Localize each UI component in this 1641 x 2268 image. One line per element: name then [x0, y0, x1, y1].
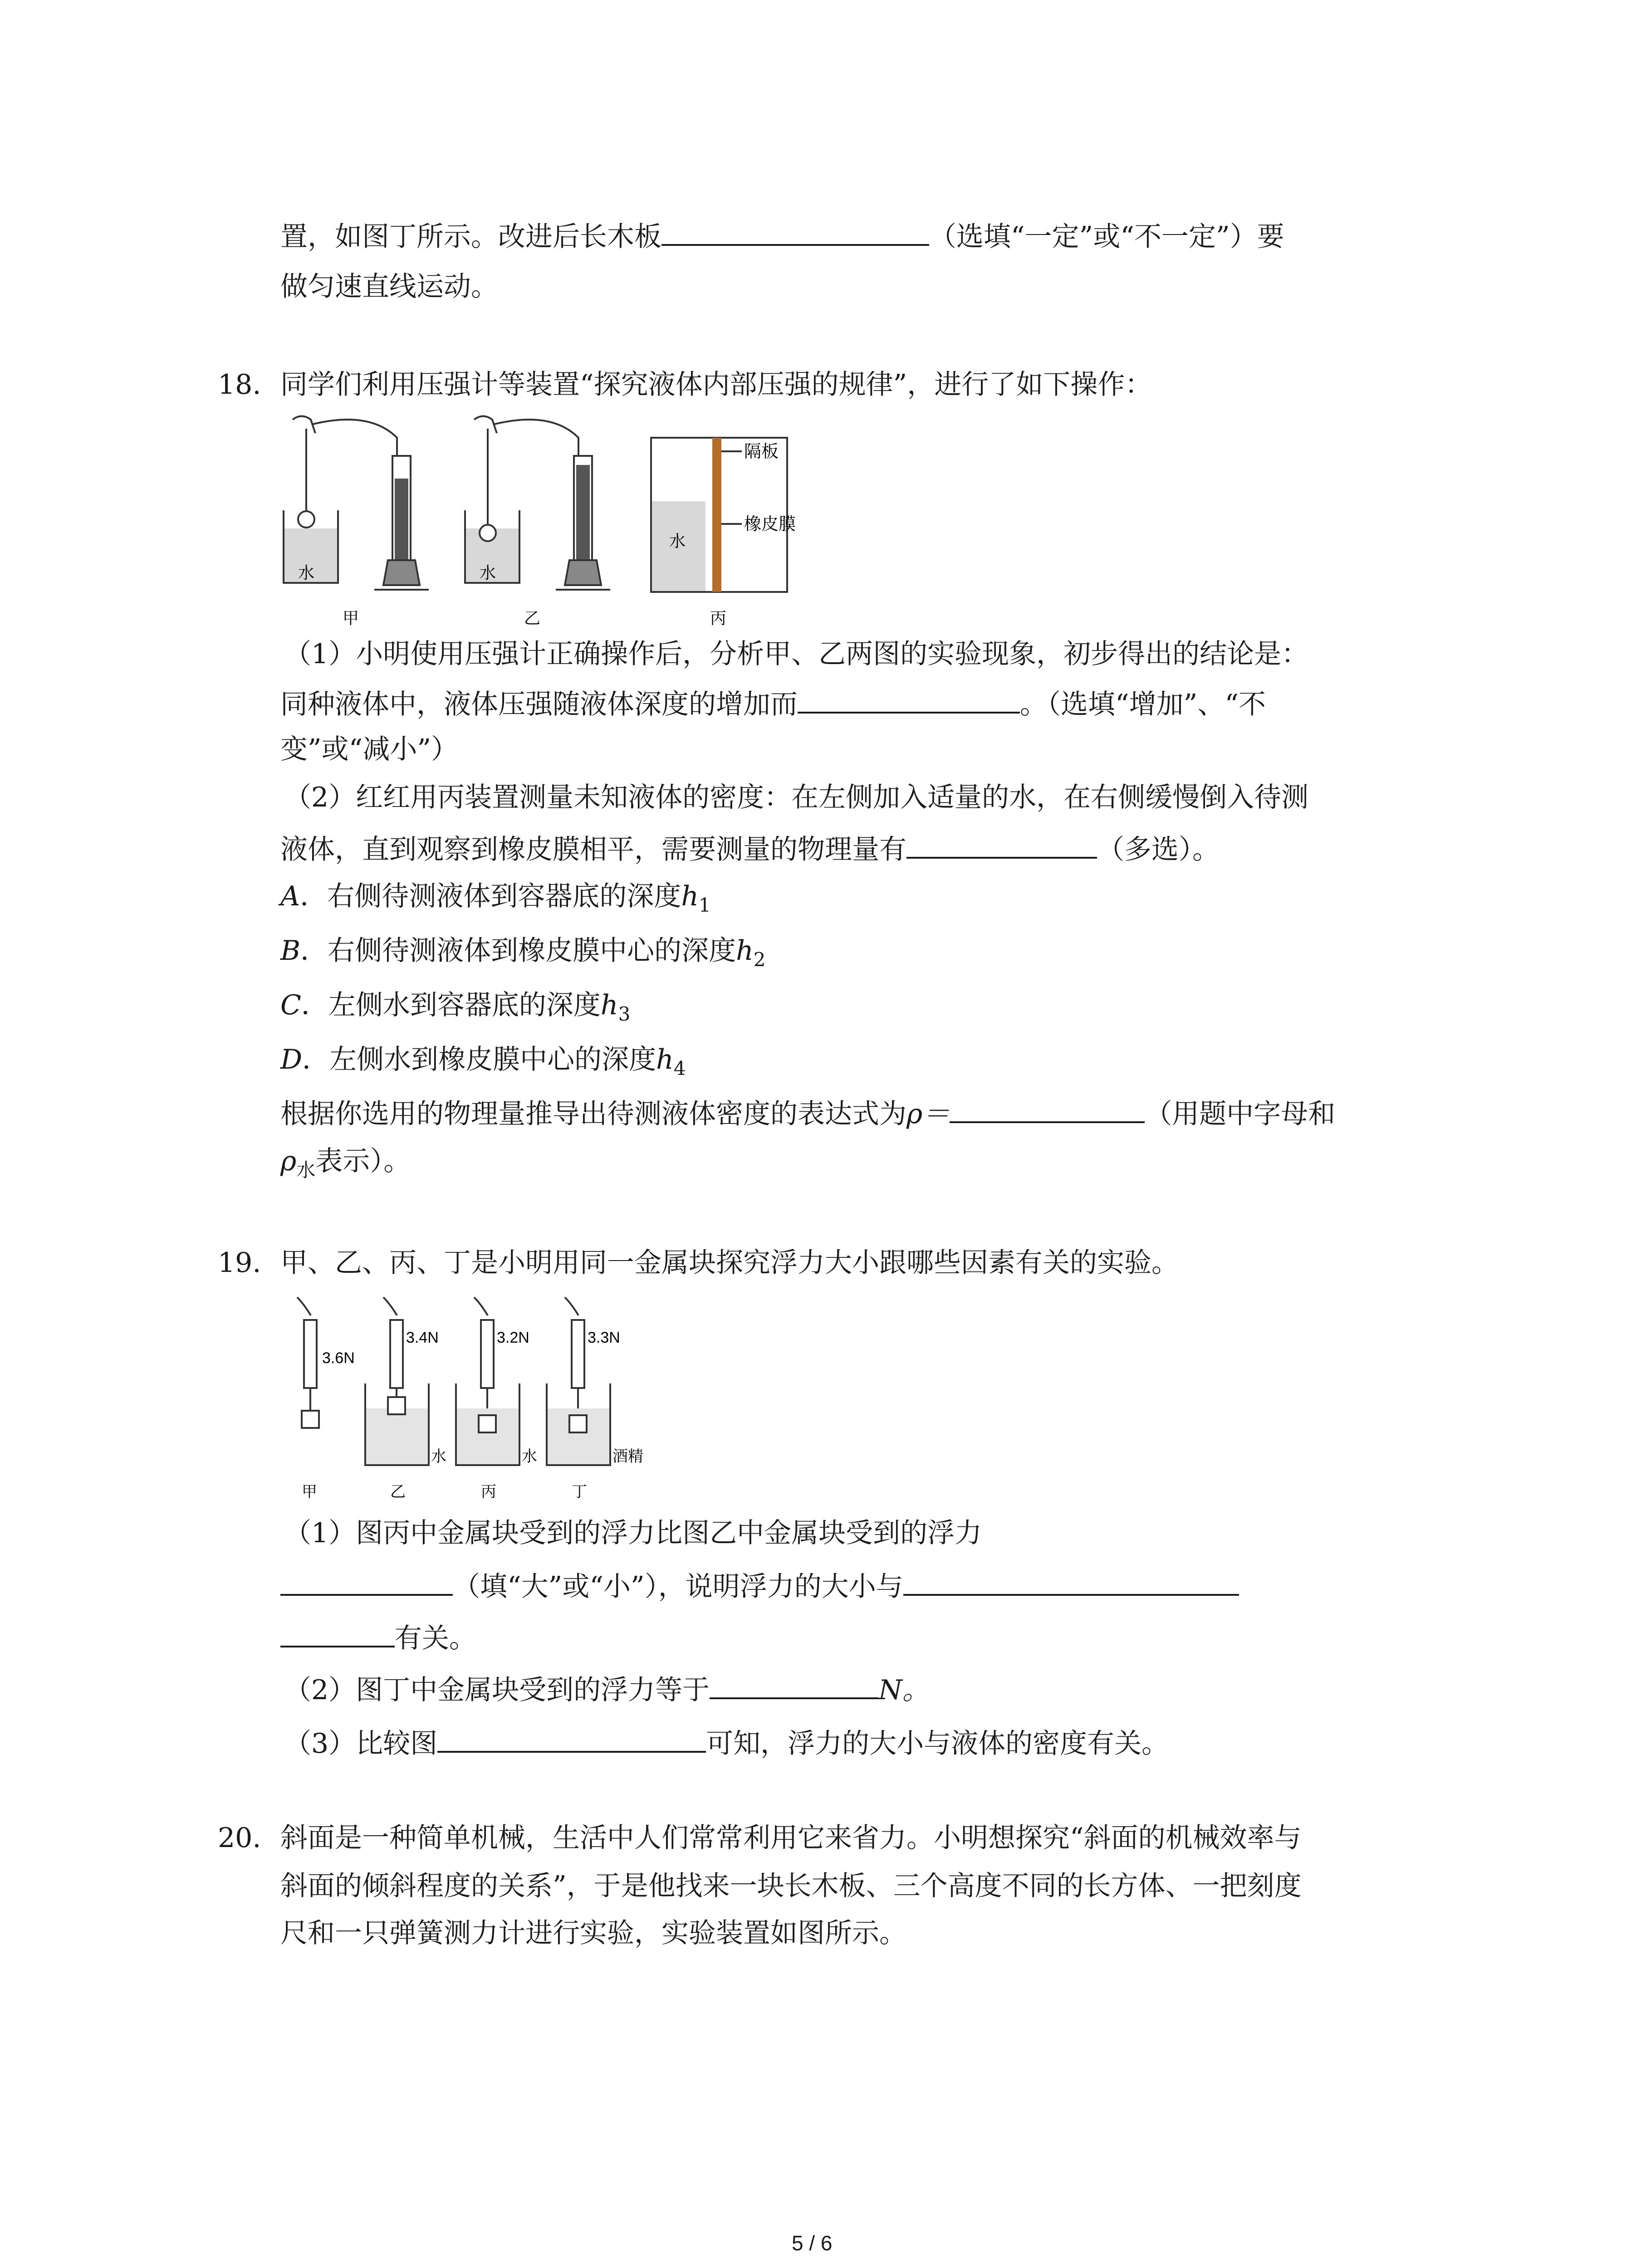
option-b[interactable]: B．右侧待测液体到橡皮膜中心的深度$h_2$ [280, 935, 766, 971]
text-line: （2）红红用丙装置测量未知液体的密度：在左侧加入适量的水，在右侧缓慢倒入待测 [284, 782, 1309, 813]
text-segment: （选填“一定”或“不一定”）要 [929, 221, 1284, 253]
question-stem: 斜面是一种简单机械，生活中人们常常利用它来省力。小明想探究“斜面的机械效率与 [280, 1822, 1302, 1854]
text-segment: 根据你选用的物理量推导出待测液体密度的表达式为 [280, 1098, 906, 1130]
option-letter: A [280, 880, 300, 912]
text-line [280, 1094, 1335, 1132]
text-line [284, 1724, 1169, 1762]
reading-label: 3.2N [497, 1329, 529, 1346]
text-segment: （2）图丁中金属块受到的浮力等于 [284, 1674, 710, 1706]
reading-label: 3.4N [406, 1329, 439, 1346]
subscript: 水 [296, 1159, 316, 1181]
question-number: 20. [218, 1822, 261, 1854]
text-line [280, 1618, 476, 1657]
answer-blank[interactable] [437, 1724, 706, 1753]
option-letter: D [280, 1044, 303, 1075]
text-segment: 有关。 [395, 1623, 476, 1654]
text-line: 变”或“减小”） [280, 733, 459, 765]
pressure-gauge-diagram [279, 411, 869, 637]
option-text: 左侧水到容器底的深度 [328, 989, 601, 1021]
text-segment: 。（选填“增加”、“不 [1020, 689, 1266, 720]
answer-blank[interactable] [950, 1094, 1145, 1123]
option-d[interactable]: D．左侧水到橡皮膜中心的深度$h_4$ [280, 1044, 686, 1080]
text-segment: （用题中字母和 [1145, 1098, 1336, 1130]
question-number: 18. [218, 369, 261, 401]
text-line: 尺和一只弹簧测力计进行实验，实验装置如图所示。 [280, 1917, 906, 1949]
subscript: 3 [618, 1003, 631, 1025]
option-letter: C [280, 989, 301, 1021]
symbol: N。 [878, 1674, 930, 1706]
water-label: 水 [298, 563, 315, 582]
subscript: 1 [699, 894, 711, 916]
answer-blank[interactable] [798, 684, 1020, 714]
water-label: 水 [480, 563, 496, 582]
option-text: 右侧待测液体到橡皮膜中心的深度 [328, 935, 736, 967]
subscript: 4 [673, 1057, 686, 1080]
text-segment: 置，如图丁所示。改进后长木板 [280, 221, 661, 253]
text-line: 斜面的倾斜程度的关系”，于是他找来一块长木板、三个高度不同的长方体、一把刻度 [280, 1870, 1302, 1902]
option-c[interactable]: C．左侧水到容器底的深度$h_3$ [280, 989, 631, 1025]
question-number: 19. [218, 1247, 261, 1279]
liquid-label: 酒精 [612, 1448, 643, 1465]
text-line [284, 1670, 930, 1708]
text-segment: 液体，直到观察到橡皮膜相平，需要测量的物理量有 [280, 834, 906, 865]
buoyancy-figure [279, 1293, 687, 1510]
symbol: ρ＝ [906, 1098, 950, 1130]
reading-label: 3.3N [588, 1329, 620, 1346]
answer-blank[interactable] [710, 1670, 878, 1699]
figure-caption: 乙 [524, 609, 541, 627]
text-line [280, 684, 1266, 723]
text-segment: （填“大”或“小”），说明浮力的大小与 [453, 1571, 903, 1603]
page-number: 5 / 6 [792, 2231, 833, 2255]
figure-caption: 丁 [572, 1483, 587, 1501]
text-segment: 表示）。 [315, 1145, 411, 1177]
text-line [280, 217, 1284, 255]
pressure-gauge-figure [279, 411, 869, 637]
question-stem: 同学们利用压强计等装置“探究液体内部压强的规律”，进行了如下操作： [280, 369, 1152, 401]
symbol: h [656, 1044, 674, 1075]
symbol: h [736, 935, 754, 967]
text-line [280, 1143, 411, 1188]
figure-caption: 乙 [390, 1483, 406, 1501]
answer-blank[interactable] [280, 1618, 395, 1647]
option-letter: B [280, 935, 301, 967]
question-stem: 甲、乙、丙、丁是小明用同一金属块探究浮力大小跟哪些因素有关的实验。 [280, 1247, 1179, 1279]
buoyancy-diagram [279, 1293, 687, 1510]
text-segment: （多选）。 [1097, 834, 1220, 865]
figure-caption: 甲 [302, 1483, 317, 1501]
answer-blank[interactable] [661, 217, 929, 246]
liquid-label: 水 [431, 1448, 446, 1465]
answer-blank[interactable] [280, 1567, 453, 1596]
membrane-label: 橡皮膜 [744, 515, 796, 534]
text-line [280, 830, 1220, 868]
text-segment: （3）比较图 [284, 1728, 438, 1760]
text-line [280, 1567, 1239, 1605]
text-segment: 同种液体中，液体压强随液体深度的增加而 [280, 689, 798, 720]
water-label: 水 [669, 532, 686, 550]
partition-label: 隔板 [744, 442, 779, 461]
answer-blank[interactable] [906, 830, 1097, 859]
subscript: 2 [753, 948, 766, 971]
symbol: ρ [280, 1145, 297, 1177]
answer-blank[interactable] [903, 1567, 1239, 1596]
text-line: （1）小明使用压强计正确操作后，分析甲、乙两图的实验现象，初步得出的结论是： [284, 638, 1309, 670]
reading-label: 3.6N [322, 1349, 355, 1367]
symbol: h [600, 989, 618, 1021]
option-text: 左侧水到橡皮膜中心的深度 [329, 1044, 656, 1075]
figure-caption: 丙 [481, 1483, 496, 1501]
text-line: 做匀速直线运动。 [280, 271, 498, 303]
liquid-label: 水 [522, 1448, 537, 1465]
figure-caption: 丙 [710, 609, 727, 627]
text-segment: 可知，浮力的大小与液体的密度有关。 [706, 1728, 1169, 1760]
symbol: h [681, 880, 699, 912]
text-line: （1）图丙中金属块受到的浮力比图乙中金属块受到的浮力 [284, 1517, 982, 1549]
figure-caption: 甲 [343, 609, 359, 627]
option-text: 右侧待测液体到容器底的深度 [327, 880, 681, 912]
option-a[interactable]: A．右侧待测液体到容器底的深度$h_1$ [280, 880, 711, 916]
